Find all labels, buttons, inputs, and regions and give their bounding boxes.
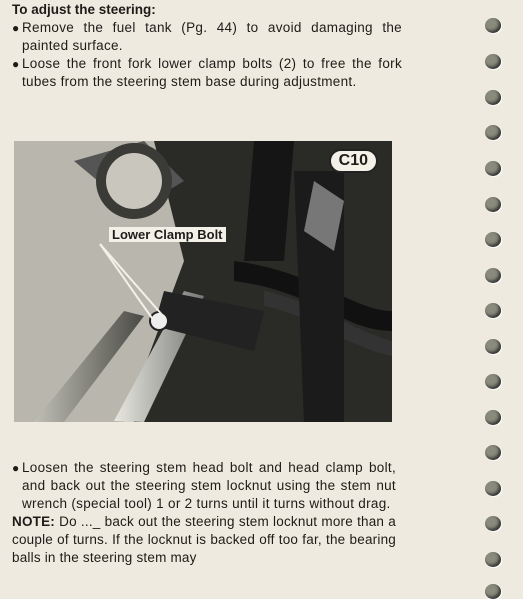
binder-hole [485, 516, 501, 531]
instruction-text: Loosen the steering stem head bolt and head clamp bolt, and back out the steering stem locknut using the stem nut wrench (special tool) 1 or 2 turns until it turns without drag. [22, 460, 396, 511]
binder-hole [485, 161, 501, 176]
binder-hole [485, 445, 501, 460]
binder-hole [485, 232, 501, 247]
bullet-icon: ● [12, 57, 20, 71]
binder-hole [485, 90, 501, 105]
note-text: Do ..._ back out the steering stem locknut more than a couple of turns. If the locknut is backed off too far, the bearing balls in the steering stem may [12, 514, 396, 565]
bullet-icon: ● [12, 461, 20, 475]
lower-clamp-bolt-label: Lower Clamp Bolt [109, 227, 226, 242]
note-label: NOTE: [12, 514, 55, 529]
instruction-list [12, 19, 402, 91]
section-heading: To adjust the steering: [12, 2, 156, 17]
binder-hole [485, 54, 501, 69]
binder-hole [485, 481, 501, 496]
binder-hole [485, 410, 501, 425]
instruction-item [12, 55, 402, 91]
bullet-icon: ● [12, 21, 20, 35]
binder-hole [485, 197, 501, 212]
binder-hole [485, 303, 501, 318]
motorcycle-fork-photo [14, 141, 392, 422]
figure-photo [14, 141, 392, 422]
binder-hole [485, 584, 501, 599]
note-paragraph [12, 513, 396, 567]
binder-hole [485, 18, 501, 33]
binder-hole [485, 552, 501, 567]
binder-hole [485, 339, 501, 354]
instruction-item [12, 459, 396, 513]
binder-hole [485, 268, 501, 283]
instruction-text: Remove the fuel tank (Pg. 44) to avoid damaging the painted surface. [22, 20, 402, 53]
instruction-item [12, 19, 402, 55]
binder-hole [485, 374, 501, 389]
lower-text-block [12, 459, 396, 567]
instruction-text: Loose the front fork lower clamp bolts (2) to free the fork tubes from the steering stem base during adjustment. [22, 56, 402, 89]
binder-holes [479, 0, 509, 596]
figure-number: C10 [329, 149, 378, 173]
binder-hole [485, 125, 501, 140]
